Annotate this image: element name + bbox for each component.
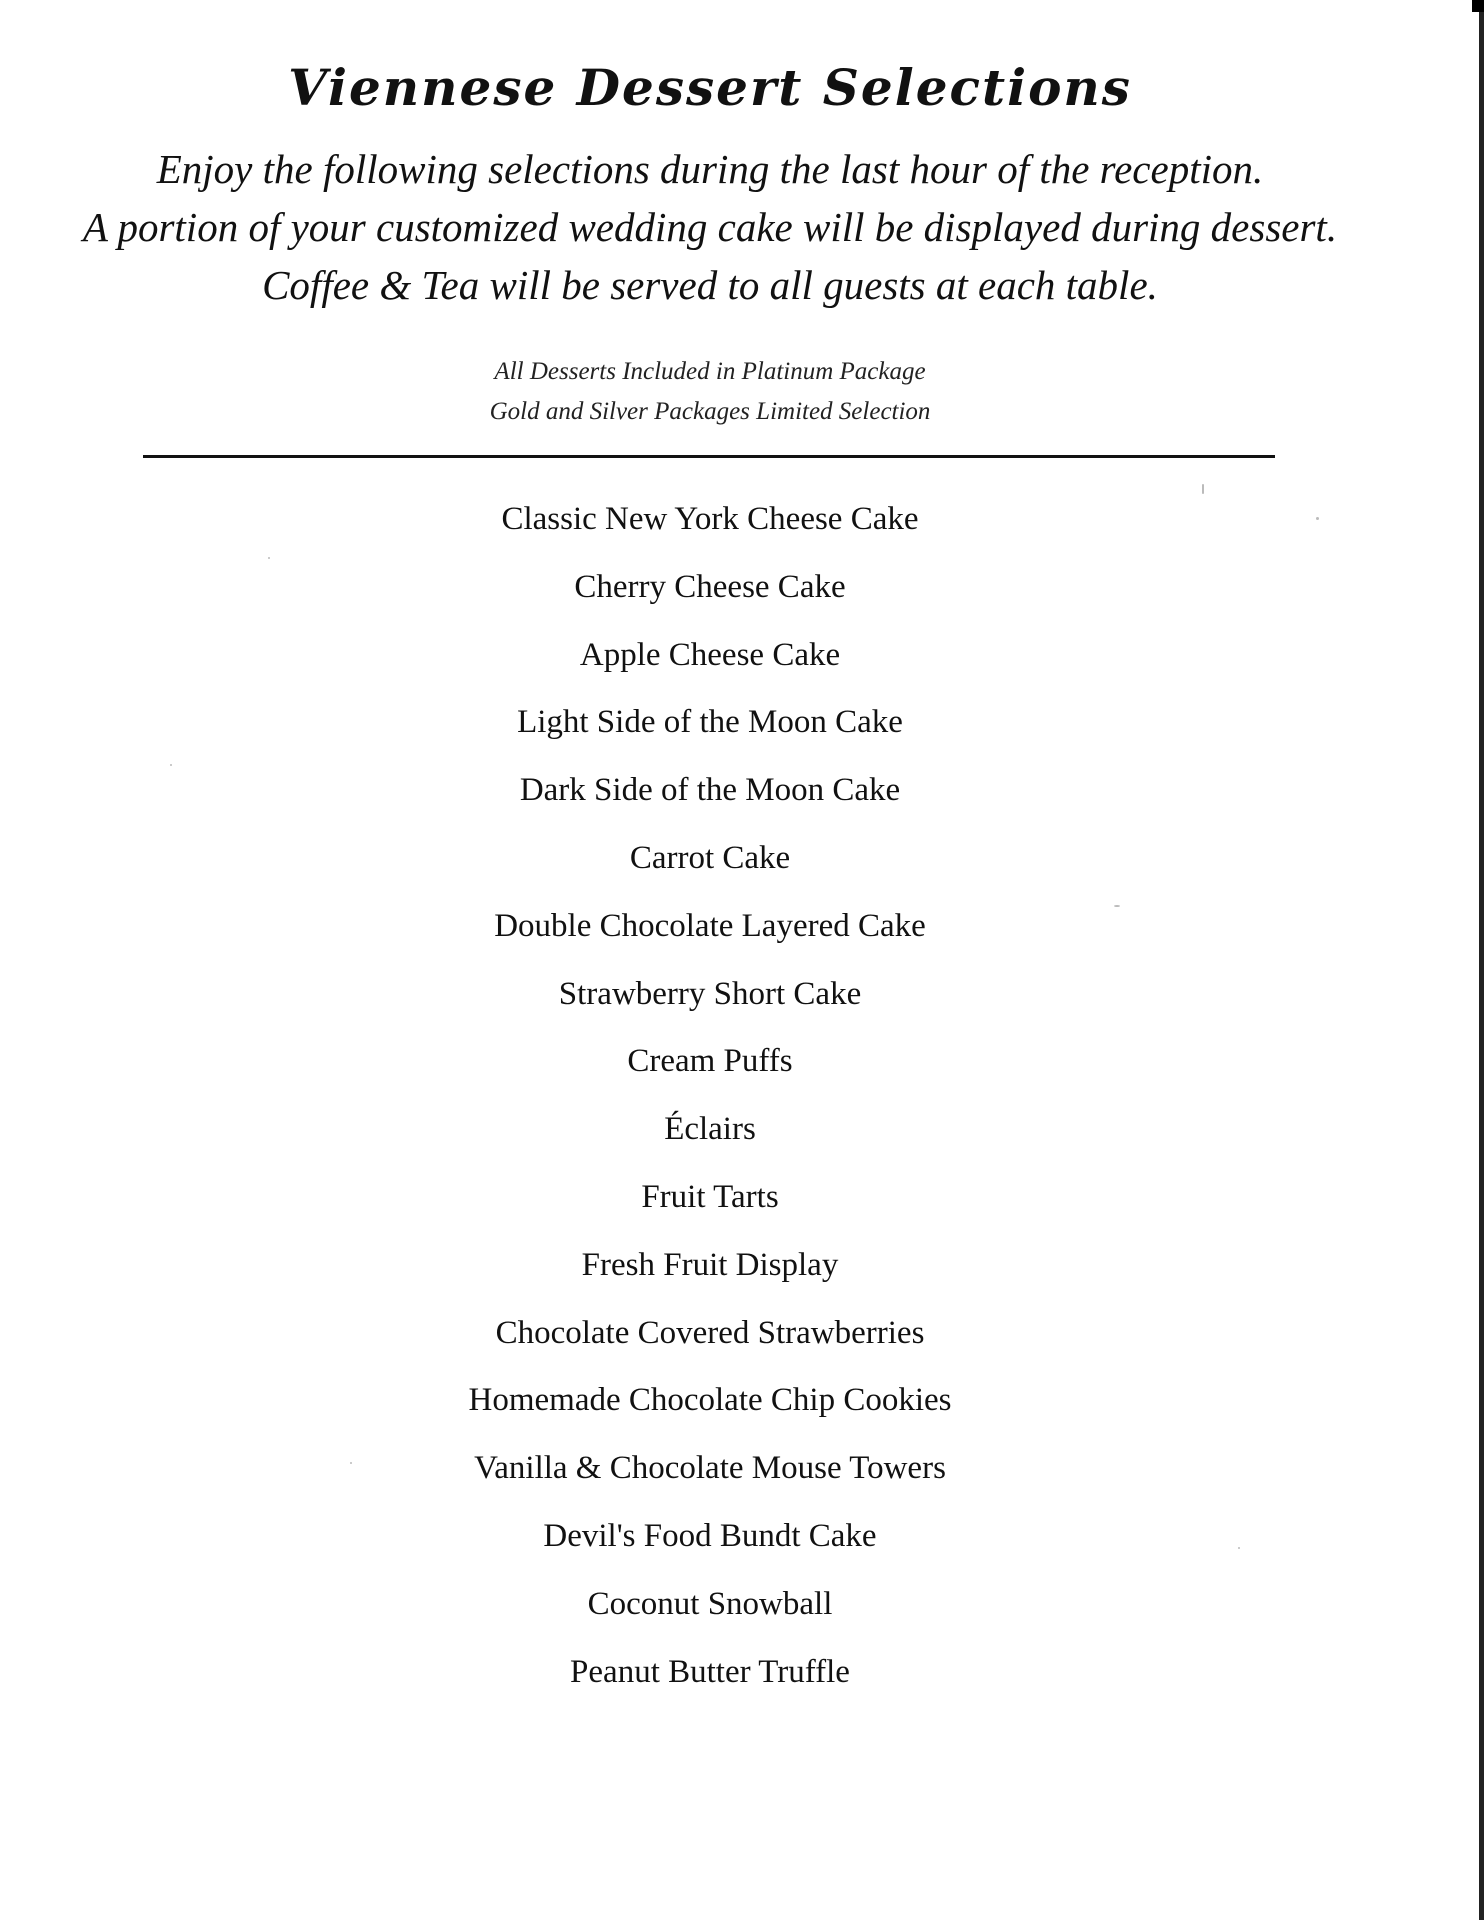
dessert-item: Cherry Cheese Cake (574, 568, 846, 605)
dessert-item: Vanilla & Chocolate Mouse Towers (474, 1450, 946, 1487)
dessert-item: Carrot Cake (629, 839, 791, 876)
scan-speck (350, 1462, 352, 1464)
scan-speck (1316, 517, 1319, 520)
dessert-item: Light Side of the Moon Cake (517, 704, 903, 741)
divider-rule (143, 455, 1275, 458)
package-note-line-2: Gold and Silver Packages Limited Selection (489, 398, 931, 425)
scan-speck (170, 764, 172, 766)
intro-line-2: A portion of your customized wedding cake will be displayed during dessert. (82, 204, 1338, 250)
dessert-item: Apple Cheese Cake (579, 636, 841, 673)
scan-speck (1114, 905, 1120, 907)
dessert-item: Dark Side of the Moon Cake (519, 772, 901, 809)
intro-line-3: Coffee & Tea will be served to all guests at each table. (262, 262, 1158, 308)
dessert-item: Cream Puffs (627, 1043, 793, 1080)
dessert-list (0, 492, 1420, 1712)
dessert-item: Peanut Butter Truffle (570, 1653, 850, 1690)
dessert-item: Devil's Food Bundt Cake (543, 1517, 877, 1554)
dessert-item: Strawberry Short Cake (558, 975, 862, 1012)
dessert-item: Classic New York Cheese Cake (501, 501, 919, 537)
package-note (0, 352, 1420, 432)
scan-edge-mark (1472, 0, 1484, 12)
dessert-item: Fruit Tarts (641, 1178, 779, 1215)
page-title: Viennese Dessert Selections (288, 58, 1132, 117)
dessert-item: Fresh Fruit Display (581, 1246, 839, 1283)
dessert-item: Homemade Chocolate Chip Cookies (468, 1382, 952, 1419)
dessert-item: Double Chocolate Layered Cake (494, 907, 926, 944)
scan-edge-bar (1479, 0, 1484, 1920)
dessert-item: Coconut Snowball (587, 1585, 833, 1622)
scan-speck (1238, 1547, 1240, 1549)
package-note-line-1: All Desserts Included in Platinum Package (494, 358, 926, 385)
scan-speck (268, 557, 270, 559)
dessert-item: Chocolate Covered Strawberries (495, 1314, 925, 1351)
dessert-item: Éclairs (664, 1111, 756, 1148)
intro-text (0, 140, 1420, 314)
scan-speck (1202, 484, 1204, 494)
intro-line-1: Enjoy the following selections during the last hour of the reception. (156, 146, 1264, 192)
